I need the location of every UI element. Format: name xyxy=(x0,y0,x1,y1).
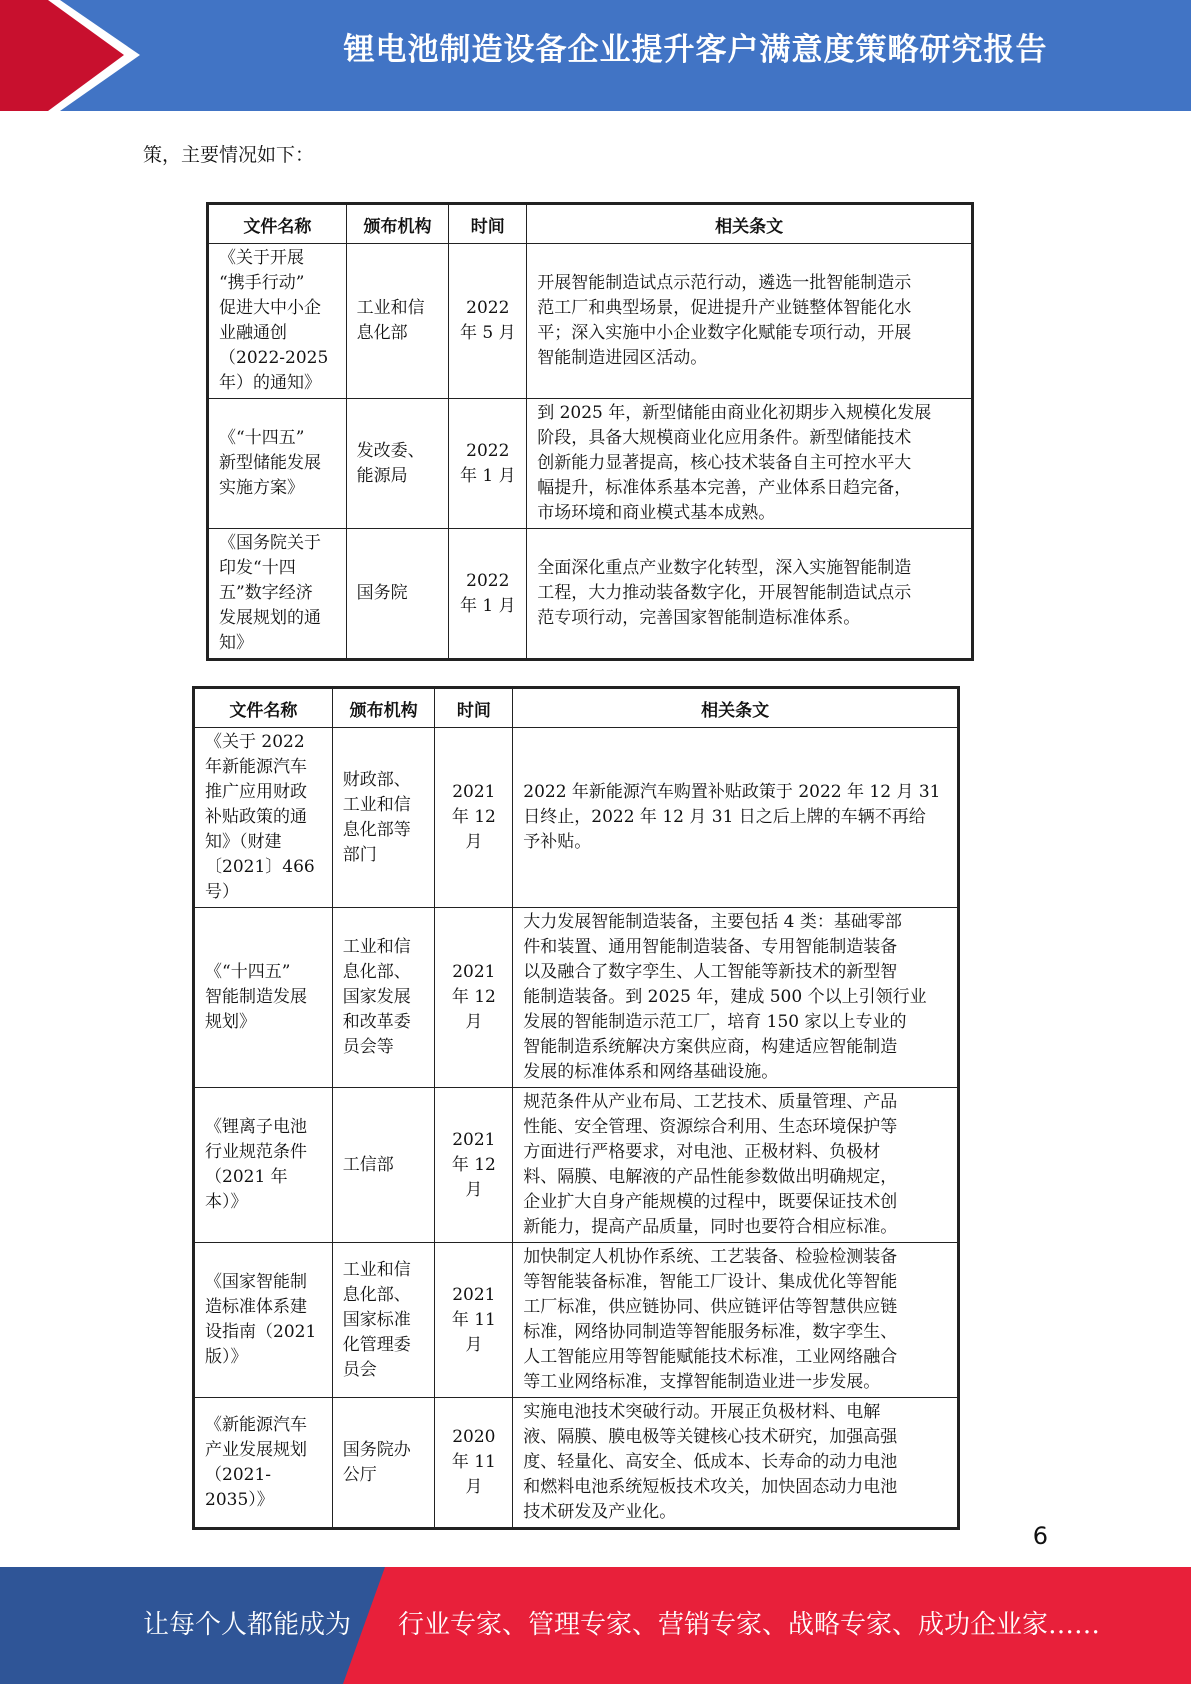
cell-provision-line: 和燃料电池系统短板技术攻关，加快固态动力电池 xyxy=(523,1477,898,1497)
cell-doc-name-line: 2035）》 xyxy=(205,1489,274,1510)
cell-doc-name-line: 〔2021〕466 xyxy=(205,857,315,877)
cell-doc-name-line: 新型储能发展 xyxy=(219,453,321,473)
cell-doc-name-line: 行业规范条件 xyxy=(205,1142,307,1162)
col-header-time: 时间 xyxy=(449,204,527,244)
cell-doc-name-line: 知》（财建 xyxy=(205,832,282,852)
cell-date-line: 月 xyxy=(465,1477,483,1497)
cell-provision xyxy=(513,1088,959,1243)
cell-provision-line: 等工业网络标准，支撑智能制造业进一步发展。 xyxy=(523,1372,881,1392)
cell-provision-line: 液、隔膜、膜电极等关键核心技术研究，加强高强 xyxy=(523,1427,898,1447)
cell-doc-name-line: 业融通创 xyxy=(219,323,287,343)
cell-doc-name xyxy=(194,1088,333,1243)
cell-doc-name-line: 《“十四五” xyxy=(219,428,305,448)
cell-date xyxy=(449,529,527,660)
cell-date xyxy=(435,1243,513,1398)
cell-doc-name-line: 印发“十四 xyxy=(219,558,296,578)
cell-issuer-line: 息化部 xyxy=(356,323,408,343)
cell-date-line: 月 xyxy=(465,1012,483,1032)
cell-issuer xyxy=(332,1398,435,1529)
cell-issuer xyxy=(332,908,435,1088)
cell-issuer-line: 国家发展 xyxy=(342,987,411,1007)
table-row xyxy=(194,908,959,1088)
cell-issuer-line: 发改委、 xyxy=(356,440,425,461)
cell-provision-line: 智能制造系统解决方案供应商，构建适应智能制造 xyxy=(523,1037,898,1057)
cell-provision-line: 以及融合了数字孪生、人工智能等新技术的新型智 xyxy=(523,962,898,982)
report-title: 锂电池制造设备企业提升客户满意度策略研究报告 xyxy=(343,32,1048,68)
table-header-row xyxy=(208,204,973,244)
cell-issuer-line: 工业和信 xyxy=(342,937,411,957)
cell-date-line: 2022 xyxy=(466,298,510,318)
cell-date-line: 2021 xyxy=(452,782,496,802)
cell-provision-line: 企业扩大自身产能规模的过程中，既要保证技术创 xyxy=(523,1192,898,1212)
cell-provision xyxy=(513,908,959,1088)
cell-provision-line: 日终止，2022 年 12 月 31 日之后上牌的车辆不再给 xyxy=(523,807,926,827)
cell-provision xyxy=(513,1398,959,1529)
cell-provision-line: 标准，网络协同制造等智能服务标准，数字孪生、 xyxy=(523,1322,898,1342)
cell-provision-line: 市场环境和商业模式基本成熟。 xyxy=(537,503,776,523)
cell-provision-line: 平；深入实施中小企业数字化赋能专项行动，开展 xyxy=(537,323,912,343)
cell-provision-line: 件和装置、通用智能制造装备、专用智能制造装备 xyxy=(523,937,898,957)
page-number: 6 xyxy=(1032,1522,1048,1550)
cell-issuer-line: 员会 xyxy=(342,1359,377,1380)
cell-doc-name-line: 《锂离子电池 xyxy=(205,1117,307,1137)
cell-doc-name-line: 推广应用财政 xyxy=(205,782,307,802)
cell-doc-name-line: 《新能源汽车 xyxy=(205,1414,307,1435)
cell-provision-line: 2022 年新能源汽车购置补贴政策于 2022 年 12 月 31 xyxy=(523,782,941,802)
cell-date-line: 2021 xyxy=(452,1284,496,1305)
cell-issuer-line: 工业和信 xyxy=(342,794,411,815)
page-header xyxy=(0,0,1191,111)
cell-issuer-line: 化管理委 xyxy=(342,1334,411,1355)
cell-provision-line: 度、轻量化、高安全、低成本、长寿命的动力电池 xyxy=(523,1452,898,1472)
cell-doc-name-line: 本）》 xyxy=(205,1192,248,1212)
cell-provision xyxy=(527,529,973,660)
cell-date-line: 2022 xyxy=(466,570,510,591)
cell-doc-name xyxy=(208,244,347,399)
cell-doc-name-line: 造标准体系建 xyxy=(205,1297,307,1317)
header-chevron-icon xyxy=(0,0,160,111)
cell-provision-line: 新能力，提高产品质量，同时也要符合相应标准。 xyxy=(523,1217,898,1237)
table-row xyxy=(194,1088,959,1243)
cell-provision-line: 加快制定人机协作系统、工艺装备、检验检测装备 xyxy=(523,1247,898,1267)
table-row xyxy=(208,244,973,399)
cell-issuer-line: 国家标准 xyxy=(342,1309,411,1330)
cell-doc-name-line: 版）》 xyxy=(205,1347,248,1367)
cell-provision-line: 人工智能应用等智能赋能技术标准，工业网络融合 xyxy=(523,1347,898,1367)
cell-issuer xyxy=(346,529,449,660)
col-header-time: 时间 xyxy=(435,688,513,728)
cell-doc-name xyxy=(208,399,347,529)
cell-doc-name-line: 年新能源汽车 xyxy=(205,757,307,777)
cell-date-line: 月 xyxy=(465,1334,483,1355)
cell-doc-name xyxy=(194,1243,333,1398)
col-header-text: 相关条文 xyxy=(527,204,973,244)
table-row xyxy=(208,529,973,660)
cell-provision-line: 范专项行动，完善国家智能制造标准体系。 xyxy=(537,608,861,628)
cell-date-line: 年 11 xyxy=(451,1309,496,1330)
cell-provision-line: 予补贴。 xyxy=(523,832,592,852)
footer-slogan-right: 行业专家、管理专家、营销专家、战略专家、成功企业家…… xyxy=(398,1610,1101,1640)
cell-date-line: 年 12 xyxy=(451,807,496,827)
table-header-row xyxy=(194,688,959,728)
cell-issuer-line: 部门 xyxy=(342,844,377,865)
col-header-org: 颁布机构 xyxy=(346,204,449,244)
cell-doc-name-line: 知》 xyxy=(219,633,253,653)
cell-provision-line: 工程，大力推动装备数字化，开展智能制造试点示 xyxy=(537,583,912,603)
cell-date xyxy=(435,908,513,1088)
page-footer xyxy=(0,1567,1191,1684)
cell-doc-name-line: （2022-2025 xyxy=(219,348,329,368)
cell-date-line: 年 1 月 xyxy=(459,465,516,486)
cell-provision-line: 创新能力显著提高，核心技术装备自主可控水平大 xyxy=(537,453,912,473)
cell-issuer xyxy=(332,1088,435,1243)
cell-issuer-line: 工信部 xyxy=(342,1154,394,1175)
cell-issuer xyxy=(332,728,435,908)
cell-doc-name-line: 《关于 2022 xyxy=(205,732,305,752)
cell-issuer-line: 和改革委 xyxy=(342,1012,411,1032)
cell-doc-name-line: “携手行动” xyxy=(219,273,305,293)
cell-provision-line: 技术研发及产业化。 xyxy=(523,1502,677,1522)
cell-provision-line: 到 2025 年，新型储能由商业化初期步入规模化发展 xyxy=(537,403,932,423)
cell-provision-line: 智能制造进园区活动。 xyxy=(537,348,708,368)
cell-date xyxy=(449,244,527,399)
cell-issuer xyxy=(346,399,449,529)
cell-doc-name-line: 发展规划的通 xyxy=(219,608,321,628)
cell-doc-name-line: 号） xyxy=(205,882,239,902)
col-header-org: 颁布机构 xyxy=(332,688,435,728)
cell-issuer-line: 员会等 xyxy=(342,1037,394,1057)
cell-date xyxy=(449,399,527,529)
cell-doc-name-line: 实施方案》 xyxy=(219,478,304,498)
cell-date xyxy=(435,1398,513,1529)
cell-doc-name xyxy=(194,728,333,908)
col-header-doc: 文件名称 xyxy=(194,688,333,728)
cell-issuer-line: 工业和信 xyxy=(356,298,425,318)
cell-doc-name-line: 补贴政策的通 xyxy=(205,807,307,827)
cell-doc-name-line: 规划》 xyxy=(205,1012,256,1032)
cell-doc-name-line: 五”数字经济 xyxy=(219,583,313,603)
cell-provision-line: 实施电池技术突破行动。开展正负极材料、电解 xyxy=(523,1402,881,1422)
table-row xyxy=(194,1243,959,1398)
cell-issuer xyxy=(332,1243,435,1398)
cell-provision xyxy=(527,244,973,399)
cell-doc-name-line: 智能制造发展 xyxy=(205,987,307,1007)
cell-provision-line: 工厂标准，供应链协同、供应链评估等智慧供应链 xyxy=(523,1297,898,1317)
cell-provision-line: 开展智能制造试点示范行动，遴选一批智能制造示 xyxy=(537,273,912,293)
cell-doc-name-line: （2021- xyxy=(205,1464,272,1485)
cell-doc-name-line: 《“十四五” xyxy=(205,962,291,982)
cell-provision xyxy=(513,728,959,908)
cell-date-line: 2022 xyxy=(466,440,510,461)
cell-date-line: 月 xyxy=(465,832,483,852)
policy-table-2 xyxy=(192,686,960,1530)
cell-provision-line: 大力发展智能制造装备，主要包括 4 类：基础零部 xyxy=(523,912,902,932)
cell-date-line: 年 11 xyxy=(451,1452,496,1472)
cell-doc-name-line: 《关于开展 xyxy=(219,248,304,268)
policy-table-1 xyxy=(206,202,974,661)
cell-provision xyxy=(527,399,973,529)
cell-provision-line: 方面进行严格要求，对电池、正极材料、负极材 xyxy=(523,1142,881,1162)
cell-date-line: 年 5 月 xyxy=(459,323,516,343)
cell-doc-name xyxy=(208,529,347,660)
cell-doc-name-line: 《国家智能制 xyxy=(205,1272,307,1292)
cell-doc-name-line: 年）的通知》 xyxy=(219,373,321,393)
cell-date-line: 年 12 xyxy=(451,987,496,1007)
cell-date-line: 2021 xyxy=(452,962,496,982)
table-row xyxy=(208,399,973,529)
cell-provision-line: 阶段，具备大规模商业化应用条件。新型储能技术 xyxy=(537,428,912,448)
cell-provision-line: 规范条件从产业布局、工艺技术、质量管理、产品 xyxy=(523,1092,898,1112)
cell-issuer-line: 息化部、 xyxy=(342,1284,411,1305)
cell-date-line: 月 xyxy=(465,1179,483,1200)
cell-provision xyxy=(513,1243,959,1398)
col-header-doc: 文件名称 xyxy=(208,204,347,244)
cell-doc-name-line: （2021 年 xyxy=(205,1167,288,1187)
cell-provision-line: 幅提升，标准体系基本完善，产业体系日趋完备， xyxy=(537,478,912,498)
cell-provision-line: 料、隔膜、电解液的产品性能参数做出明确规定， xyxy=(523,1167,898,1187)
cell-issuer-line: 国务院办 xyxy=(342,1439,411,1460)
cell-date xyxy=(435,728,513,908)
cell-provision-line: 性能、安全管理、资源综合利用、生态环境保护等 xyxy=(523,1117,898,1137)
cell-date-line: 年 1 月 xyxy=(459,595,516,616)
cell-provision-line: 能制造装备。到 2025 年，建成 500 个以上引领行业 xyxy=(523,987,927,1007)
cell-date xyxy=(435,1088,513,1243)
cell-issuer-line: 息化部等 xyxy=(342,819,411,840)
cell-issuer-line: 公厅 xyxy=(342,1464,377,1485)
cell-doc-name-line: 产业发展规划 xyxy=(205,1439,307,1460)
cell-issuer xyxy=(346,244,449,399)
cell-doc-name xyxy=(194,908,333,1088)
cell-provision-line: 发展的标准体系和网络基础设施。 xyxy=(523,1062,779,1082)
cell-provision-line: 等智能装备标准，智能工厂设计、集成优化等智能 xyxy=(523,1272,898,1292)
cell-provision-line: 范工厂和典型场景，促进提升产业链整体智能化水 xyxy=(537,298,912,318)
intro-text: 策，主要情况如下： xyxy=(143,144,315,166)
cell-issuer-line: 国务院 xyxy=(356,583,408,603)
cell-provision-line: 发展的智能制造示范工厂，培育 150 家以上专业的 xyxy=(523,1012,907,1032)
cell-doc-name xyxy=(194,1398,333,1529)
cell-doc-name-line: 《国务院关于 xyxy=(219,533,321,553)
cell-issuer-line: 工业和信 xyxy=(342,1259,411,1280)
cell-issuer-line: 息化部、 xyxy=(342,962,411,982)
table-row xyxy=(194,1398,959,1529)
cell-doc-name-line: 促进大中小企 xyxy=(219,298,321,318)
footer-slogan-left: 让每个人都能成为 xyxy=(143,1610,352,1640)
col-header-text: 相关条文 xyxy=(513,688,959,728)
cell-issuer-line: 财政部、 xyxy=(342,769,411,790)
cell-provision-line: 全面深化重点产业数字化转型，深入实施智能制造 xyxy=(537,558,912,578)
cell-date-line: 2021 xyxy=(452,1129,496,1150)
cell-date-line: 年 12 xyxy=(451,1154,496,1175)
cell-doc-name-line: 设指南（2021 xyxy=(205,1322,317,1342)
table-row xyxy=(194,728,959,908)
cell-date-line: 2020 xyxy=(452,1427,496,1447)
cell-issuer-line: 能源局 xyxy=(356,465,408,486)
